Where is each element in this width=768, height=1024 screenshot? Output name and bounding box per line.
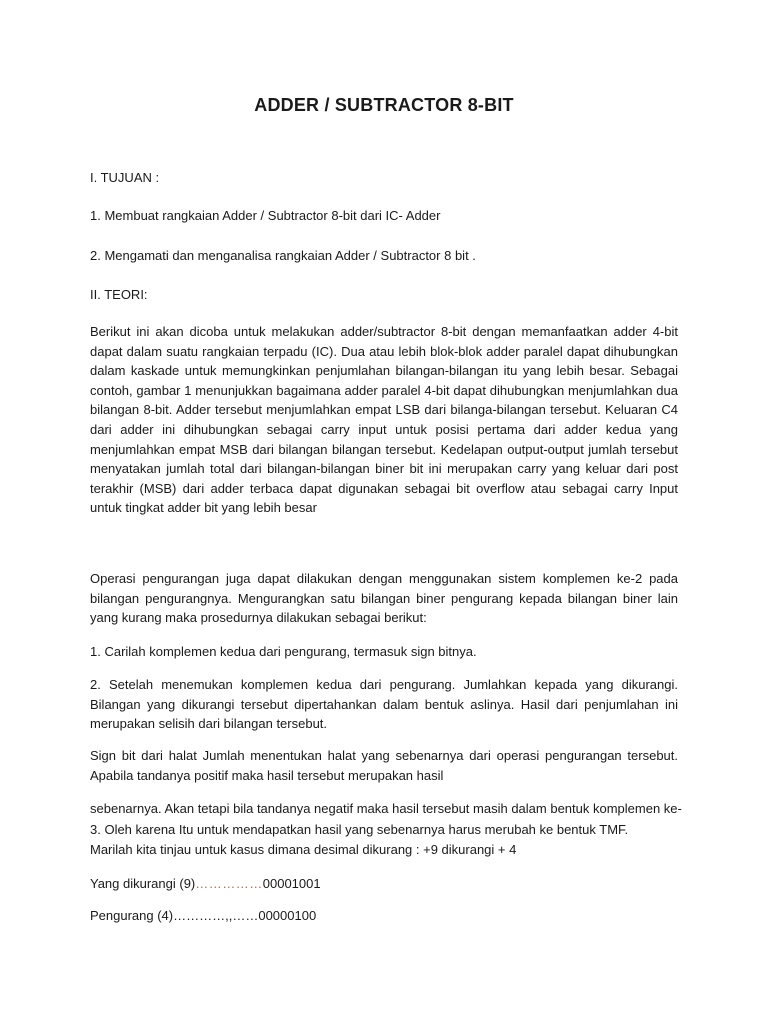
pengurang-row xyxy=(90,906,678,926)
yang-dikurangi-row xyxy=(90,874,678,894)
pengurang-dots: …… xyxy=(232,908,259,923)
step-2: 2. Setelah menemukan komplemen kedua dari pengurang. Jumlahkan kepada yang dikurangi. Bilangan yang dikurangi tersebut dipertahankan dalam bentuk aslinya. Hasil dari penjumlahan ini merupakan selisih dari bilangan tersebut. xyxy=(90,677,678,732)
sebenarnya-line-2: 3. Oleh karena Itu untuk mendapatkan hasil yang sebenarnya harus merubah ke bentuk TMF. xyxy=(90,822,629,837)
operasi-paragraph: Operasi pengurangan juga dapat dilakukan dengan menggunakan sistem komplemen ke-2 pada bilangan pengurangnya. Mengurangkan satu bilangan biner pengurang kepada bilangan biner lain yang kurang maka prosedurnya dilakukan sebagai berikut: xyxy=(90,571,678,626)
sign-bit-paragraph: Sign bit dari halat Jumlah menentukan halat yang sebenarnya dari operasi pengurangan tersebut. Apabila tandanya positif maka hasil tersebut merupakan hasil xyxy=(90,748,678,783)
pengurang-value: 00000100 xyxy=(258,908,317,923)
document-title: ADDER / SUBTRACTOR 8-BIT xyxy=(254,95,514,115)
pengurang-label: Pengurang (4)…………,, xyxy=(90,908,233,923)
yang-dikurangi-dots: …………… xyxy=(195,876,263,891)
step-1: 1. Carilah komplemen kedua dari pengurang, termasuk sign bitnya. xyxy=(90,644,477,659)
section-tujuan-heading: I. TUJUAN : xyxy=(90,170,160,185)
teori-paragraph: Berikut ini akan dicoba untuk melakukan adder/subtractor 8-bit dengan memanfaatkan adder 4-bit dapat dalam suatu rangkaian terpadu (IC). Dua atau lebih blok-blok adder paralel dapat dihubungkan dalam kaskade untuk memungkinkan penjumlahan bilangan-bilangan itu yang lebih besar. Sebagai contoh, gambar 1 menunjukkan bagaimana adder paralel 4-bit dapat dihubungkan menjumlahkan dua bilangan 8-bit. Adder tersebut menjumlahkan empat LSB dari bilanga-bilangan tersebut. Keluaran C4 dari adder ini dihubungkan sebagai carry input untuk posisi pertama dari adder kedua yang menjumlahkan empat MSB dari bilangan bilangan tersebut. Kedelapan output-output jumlah tersebut menyatakan jumlah total dari bilangan-bilangan biner bit ini merupakan carry yang keluar dari post terakhir (MSB) dari adder terbaca dapat digunakan sebagai bit overflow atau sebagai carry Input untuk tingkat adder bit yang lebih besar xyxy=(90,324,678,516)
yang-dikurangi-value: 00001001 xyxy=(262,876,321,891)
tujuan-item-1: 1. Membuat rangkaian Adder / Subtractor 8-bit dari IC- Adder xyxy=(90,208,441,223)
section-teori-heading: II. TEORI: xyxy=(90,287,148,302)
sebenarnya-line-1: sebenarnya. Akan tetapi bila tandanya negatif maka hasil tersebut masih dalam bentuk komplemen ke- xyxy=(90,801,682,816)
tujuan-item-2: 2. Mengamati dan menganalisa rangkaian Adder / Subtractor 8 bit . xyxy=(90,248,476,263)
marilah-line: Marilah kita tinjau untuk kasus dimana desimal dikurang : +9 dikurangi + 4 xyxy=(90,842,517,857)
yang-dikurangi-label: Yang dikurangi (9) xyxy=(90,876,196,891)
